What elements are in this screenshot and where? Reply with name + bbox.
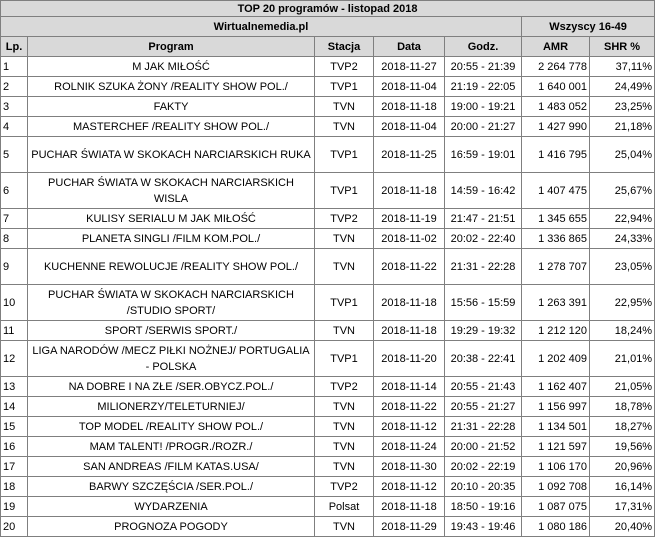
cell-data: 2018-11-12 xyxy=(374,477,445,497)
cell-data: 2018-11-30 xyxy=(374,457,445,477)
cell-amr: 1 640 001 xyxy=(522,77,590,97)
cell-data: 2018-11-18 xyxy=(374,285,445,321)
table-row xyxy=(1,137,655,173)
cell-program: BARWY SZCZĘŚCIA /SER.POL./ xyxy=(28,477,315,497)
table-row xyxy=(1,285,655,321)
cell-shr: 25,04% xyxy=(590,137,655,173)
cell-data: 2018-11-25 xyxy=(374,137,445,173)
cell-program: NA DOBRE I NA ZŁE /SER.OBYCZ.POL./ xyxy=(28,377,315,397)
cell-amr: 1 263 391 xyxy=(522,285,590,321)
cell-shr: 24,49% xyxy=(590,77,655,97)
cell-program: KULISY SERIALU M JAK MIŁOŚĆ xyxy=(28,209,315,229)
table-row xyxy=(1,377,655,397)
cell-amr: 1 134 501 xyxy=(522,417,590,437)
cell-stacja: TVP2 xyxy=(315,57,374,77)
cell-shr: 18,78% xyxy=(590,397,655,417)
cell-stacja: TVP1 xyxy=(315,173,374,209)
cell-program: MILIONERZY/TELETURNIEJ/ xyxy=(28,397,315,417)
cell-godz: 14:59 - 16:42 xyxy=(445,173,522,209)
cell-godz: 19:43 - 19:46 xyxy=(445,517,522,537)
table-row xyxy=(1,173,655,209)
cell-godz: 18:50 - 19:16 xyxy=(445,497,522,517)
cell-amr: 1 121 597 xyxy=(522,437,590,457)
cell-shr: 23,05% xyxy=(590,249,655,285)
table-row xyxy=(1,497,655,517)
cell-godz: 21:19 - 22:05 xyxy=(445,77,522,97)
cell-shr: 19,56% xyxy=(590,437,655,457)
table-row xyxy=(1,417,655,437)
cell-stacja: TVN xyxy=(315,117,374,137)
cell-stacja: TVP1 xyxy=(315,285,374,321)
cell-stacja: TVP1 xyxy=(315,77,374,97)
table-row xyxy=(1,97,655,117)
table-row xyxy=(1,457,655,477)
cell-data: 2018-11-18 xyxy=(374,97,445,117)
cell-stacja: TVN xyxy=(315,321,374,341)
cell-godz: 20:55 - 21:27 xyxy=(445,397,522,417)
cell-shr: 21,18% xyxy=(590,117,655,137)
cell-data: 2018-11-19 xyxy=(374,209,445,229)
cell-lp: 7 xyxy=(1,209,28,229)
cell-data: 2018-11-18 xyxy=(374,321,445,341)
cell-amr: 1 092 708 xyxy=(522,477,590,497)
cell-godz: 21:31 - 22:28 xyxy=(445,249,522,285)
cell-program: PUCHAR ŚWIATA W SKOKACH NARCIARSKICH RUKA xyxy=(28,137,315,173)
cell-data: 2018-11-04 xyxy=(374,77,445,97)
cell-shr: 22,95% xyxy=(590,285,655,321)
cell-amr: 1 345 655 xyxy=(522,209,590,229)
table-row xyxy=(1,117,655,137)
cell-data: 2018-11-18 xyxy=(374,173,445,209)
table-row xyxy=(1,517,655,537)
cell-program: PUCHAR ŚWIATA W SKOKACH NARCIARSKICH /STUDIO SPORT/ xyxy=(28,285,315,321)
cell-amr: 1 278 707 xyxy=(522,249,590,285)
cell-lp: 17 xyxy=(1,457,28,477)
table-title: TOP 20 programów - listopad 2018 xyxy=(1,1,655,17)
col-header-shr: SHR % xyxy=(590,37,655,57)
cell-shr: 18,27% xyxy=(590,417,655,437)
cell-stacja: TVP2 xyxy=(315,477,374,497)
table-row xyxy=(1,397,655,417)
cell-shr: 21,05% xyxy=(590,377,655,397)
cell-shr: 18,24% xyxy=(590,321,655,341)
cell-godz: 15:56 - 15:59 xyxy=(445,285,522,321)
cell-amr: 1 087 075 xyxy=(522,497,590,517)
col-header-data: Data xyxy=(374,37,445,57)
cell-stacja: TVN xyxy=(315,457,374,477)
cell-lp: 8 xyxy=(1,229,28,249)
source-label: Wirtualnemedia.pl xyxy=(1,17,522,37)
table-row xyxy=(1,437,655,457)
table-row xyxy=(1,209,655,229)
col-header-amr: AMR xyxy=(522,37,590,57)
cell-data: 2018-11-02 xyxy=(374,229,445,249)
cell-godz: 20:55 - 21:43 xyxy=(445,377,522,397)
cell-amr: 1 202 409 xyxy=(522,341,590,377)
cell-program: PUCHAR ŚWIATA W SKOKACH NARCIARSKICH WISLA xyxy=(28,173,315,209)
cell-stacja: TVP2 xyxy=(315,209,374,229)
cell-lp: 2 xyxy=(1,77,28,97)
cell-lp: 1 xyxy=(1,57,28,77)
cell-godz: 19:00 - 19:21 xyxy=(445,97,522,117)
cell-shr: 22,94% xyxy=(590,209,655,229)
cell-lp: 9 xyxy=(1,249,28,285)
cell-stacja: TVN xyxy=(315,229,374,249)
cell-stacja: TVN xyxy=(315,517,374,537)
cell-stacja: TVN xyxy=(315,249,374,285)
cell-program: PROGNOZA POGODY xyxy=(28,517,315,537)
cell-lp: 16 xyxy=(1,437,28,457)
cell-program: ROLNIK SZUKA ŻONY /REALITY SHOW POL./ xyxy=(28,77,315,97)
cell-data: 2018-11-04 xyxy=(374,117,445,137)
cell-lp: 20 xyxy=(1,517,28,537)
cell-lp: 12 xyxy=(1,341,28,377)
cell-godz: 20:02 - 22:40 xyxy=(445,229,522,249)
cell-lp: 6 xyxy=(1,173,28,209)
table-row xyxy=(1,249,655,285)
cell-lp: 14 xyxy=(1,397,28,417)
cell-lp: 15 xyxy=(1,417,28,437)
cell-godz: 21:47 - 21:51 xyxy=(445,209,522,229)
cell-lp: 4 xyxy=(1,117,28,137)
cell-shr: 21,01% xyxy=(590,341,655,377)
cell-program: FAKTY xyxy=(28,97,315,117)
cell-lp: 10 xyxy=(1,285,28,321)
cell-amr: 1 336 865 xyxy=(522,229,590,249)
cell-amr: 1 080 186 xyxy=(522,517,590,537)
cell-godz: 20:02 - 22:19 xyxy=(445,457,522,477)
cell-shr: 25,67% xyxy=(590,173,655,209)
cell-stacja: TVP1 xyxy=(315,341,374,377)
cell-stacja: TVP1 xyxy=(315,137,374,173)
cell-amr: 1 162 407 xyxy=(522,377,590,397)
cell-godz: 20:10 - 20:35 xyxy=(445,477,522,497)
cell-amr: 1 416 795 xyxy=(522,137,590,173)
cell-lp: 11 xyxy=(1,321,28,341)
cell-godz: 19:29 - 19:32 xyxy=(445,321,522,341)
cell-amr: 2 264 778 xyxy=(522,57,590,77)
cell-shr: 17,31% xyxy=(590,497,655,517)
cell-lp: 19 xyxy=(1,497,28,517)
col-header-stacja: Stacja xyxy=(315,37,374,57)
cell-program: SPORT /SERWIS SPORT./ xyxy=(28,321,315,341)
cell-data: 2018-11-12 xyxy=(374,417,445,437)
col-header-godz: Godz. xyxy=(445,37,522,57)
cell-data: 2018-11-18 xyxy=(374,497,445,517)
group-label: Wszyscy 16-49 xyxy=(522,17,655,37)
cell-amr: 1 156 997 xyxy=(522,397,590,417)
cell-shr: 20,96% xyxy=(590,457,655,477)
cell-program: M JAK MIŁOŚĆ xyxy=(28,57,315,77)
cell-amr: 1 483 052 xyxy=(522,97,590,117)
cell-program: KUCHENNE REWOLUCJE /REALITY SHOW POL./ xyxy=(28,249,315,285)
cell-godz: 16:59 - 19:01 xyxy=(445,137,522,173)
cell-program: SAN ANDREAS /FILM KATAS.USA/ xyxy=(28,457,315,477)
table-row xyxy=(1,321,655,341)
cell-amr: 1 427 990 xyxy=(522,117,590,137)
cell-data: 2018-11-29 xyxy=(374,517,445,537)
table-row xyxy=(1,477,655,497)
cell-program: TOP MODEL /REALITY SHOW POL./ xyxy=(28,417,315,437)
cell-godz: 20:00 - 21:52 xyxy=(445,437,522,457)
cell-lp: 5 xyxy=(1,137,28,173)
cell-shr: 16,14% xyxy=(590,477,655,497)
cell-data: 2018-11-22 xyxy=(374,249,445,285)
cell-amr: 1 106 170 xyxy=(522,457,590,477)
cell-shr: 24,33% xyxy=(590,229,655,249)
cell-data: 2018-11-14 xyxy=(374,377,445,397)
cell-lp: 3 xyxy=(1,97,28,117)
cell-godz: 20:00 - 21:27 xyxy=(445,117,522,137)
cell-shr: 20,40% xyxy=(590,517,655,537)
table-row xyxy=(1,77,655,97)
cell-lp: 18 xyxy=(1,477,28,497)
cell-program: LIGA NARODÓW /MECZ PIŁKI NOŻNEJ/ PORTUGALIA - POLSKA xyxy=(28,341,315,377)
cell-stacja: TVN xyxy=(315,397,374,417)
cell-stacja: TVN xyxy=(315,437,374,457)
cell-amr: 1 212 120 xyxy=(522,321,590,341)
cell-shr: 37,11% xyxy=(590,57,655,77)
cell-shr: 23,25% xyxy=(590,97,655,117)
cell-stacja: Polsat xyxy=(315,497,374,517)
cell-program: WYDARZENIA xyxy=(28,497,315,517)
cell-data: 2018-11-22 xyxy=(374,397,445,417)
cell-stacja: TVN xyxy=(315,97,374,117)
cell-data: 2018-11-24 xyxy=(374,437,445,457)
cell-data: 2018-11-20 xyxy=(374,341,445,377)
col-header-lp: Lp. xyxy=(1,37,28,57)
cell-lp: 13 xyxy=(1,377,28,397)
cell-program: MAM TALENT! /PROGR./ROZR./ xyxy=(28,437,315,457)
cell-godz: 20:38 - 22:41 xyxy=(445,341,522,377)
table-row xyxy=(1,341,655,377)
cell-godz: 21:31 - 22:28 xyxy=(445,417,522,437)
table-row xyxy=(1,57,655,77)
cell-program: PLANETA SINGLI /FILM KOM.POL./ xyxy=(28,229,315,249)
cell-stacja: TVN xyxy=(315,417,374,437)
cell-program: MASTERCHEF /REALITY SHOW POL./ xyxy=(28,117,315,137)
cell-data: 2018-11-27 xyxy=(374,57,445,77)
cell-stacja: TVP2 xyxy=(315,377,374,397)
col-header-program: Program xyxy=(28,37,315,57)
cell-godz: 20:55 - 21:39 xyxy=(445,57,522,77)
table-row xyxy=(1,229,655,249)
cell-amr: 1 407 475 xyxy=(522,173,590,209)
